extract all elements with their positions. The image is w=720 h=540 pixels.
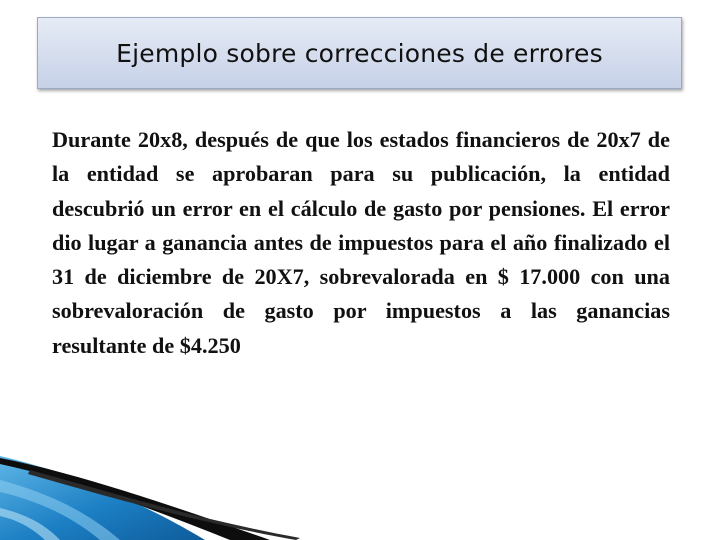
slide-title: Ejemplo sobre correcciones de errores xyxy=(116,38,603,68)
title-box xyxy=(37,17,682,89)
slide-body-text: Durante 20x8, después de que los estados financieros de 20x7 de la entidad se aprobaran para su publicación, la entidad descubrió un error en el cálculo de gasto por pensiones. El error dio lugar a ganancia antes de impuestos para el año finalizado el 31 de diciembre de 20X7, sobrevalorada en $ 17.000 con una sobrevaloración de gasto por impuestos a las ganancias resultante de $4.250 xyxy=(52,127,670,358)
corner-swoosh-decoration xyxy=(0,450,300,540)
